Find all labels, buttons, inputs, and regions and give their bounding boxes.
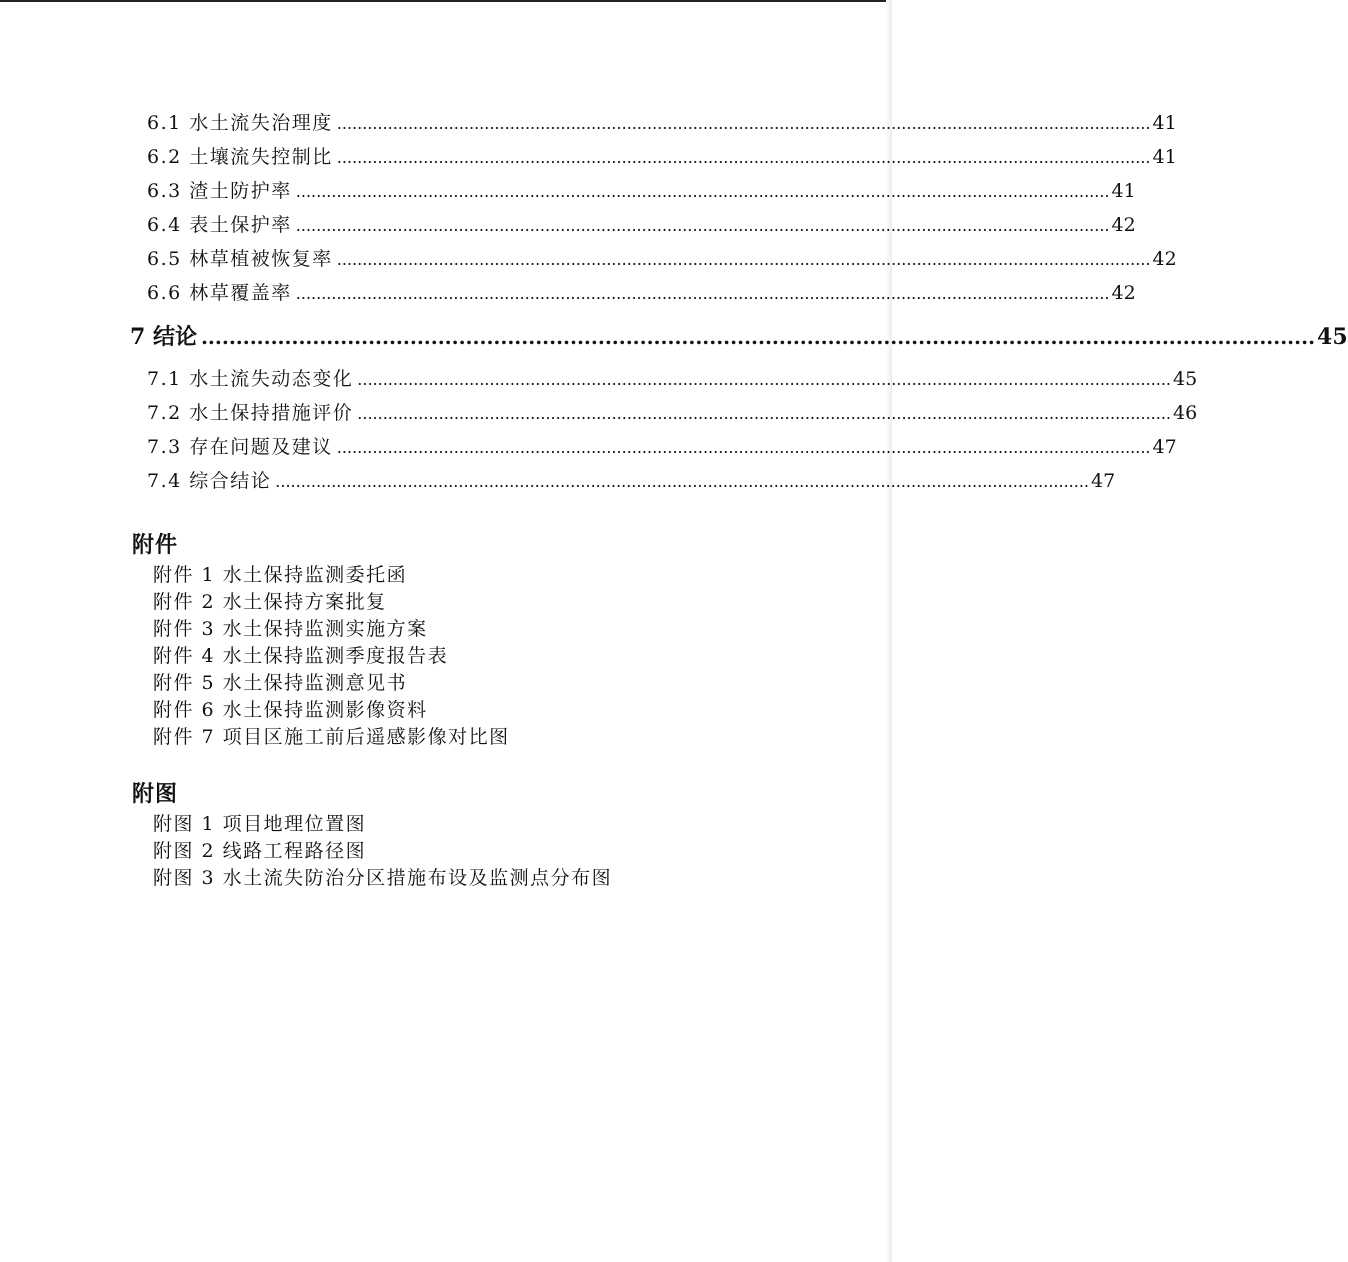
toc-leader-dots: ................................................................................................................................................................ xyxy=(336,114,1151,133)
toc-chapter-title: 7 结论 xyxy=(130,324,197,350)
toc-entry-title: 7.3 存在问题及建议 xyxy=(147,436,333,458)
toc-entry-title: 6.3 渣土防护率 xyxy=(147,180,292,202)
toc-entry-title: 6.5 林草植被恢复率 xyxy=(147,248,333,270)
toc-entry-7-2[interactable] xyxy=(130,396,1198,430)
toc-leader-dots: ................................................................................................................................................................ xyxy=(295,182,1110,201)
attachment-item: 附件 2 水土保持方案批复 xyxy=(153,591,387,613)
toc-leader-dots: ................................................................................................................................................................ xyxy=(275,472,1090,491)
toc-entry-page: 42 xyxy=(1111,214,1136,236)
toc-entry-6-6[interactable] xyxy=(130,276,1136,310)
toc-entry-page: 45 xyxy=(1173,368,1198,390)
figure-item: 附图 2 线路工程路径图 xyxy=(153,840,367,862)
toc-entry-6-5[interactable] xyxy=(130,242,1177,276)
figures-section xyxy=(132,777,612,892)
toc-entry-page: 42 xyxy=(1152,248,1177,270)
toc-entry-page: 42 xyxy=(1111,282,1136,304)
table-of-contents xyxy=(130,106,1348,498)
figures-heading: 附图 xyxy=(132,781,179,807)
attachments-heading: 附件 xyxy=(132,532,179,558)
toc-leader-dots: ................................................................................................................................................................ xyxy=(336,148,1151,167)
toc-leader-dots: ................................................................................................................................................................ xyxy=(295,216,1110,235)
toc-leader-dots: ................................................................................................................................................................ xyxy=(336,250,1151,269)
toc-entry-6-2[interactable] xyxy=(130,140,1177,174)
toc-leader-dots: ................................................................................................................................................................ xyxy=(357,404,1172,423)
toc-entry-title: 6.2 土壤流失控制比 xyxy=(147,146,333,168)
toc-leader-dots: ................................................................................................................................................................ xyxy=(336,438,1151,457)
toc-entry-7-4[interactable] xyxy=(130,464,1116,498)
figure-item: 附图 1 项目地理位置图 xyxy=(153,813,367,835)
toc-entry-title: 7.2 水土保持措施评价 xyxy=(147,402,354,424)
attachment-item: 附件 7 项目区施工前后遥感影像对比图 xyxy=(153,726,510,748)
attachment-item: 附件 1 水土保持监测委托函 xyxy=(153,564,408,586)
toc-entry-title: 6.6 林草覆盖率 xyxy=(147,282,292,304)
attachment-item: 附件 5 水土保持监测意见书 xyxy=(153,672,408,694)
toc-entry-7-1[interactable] xyxy=(130,362,1198,396)
toc-entry-7-3[interactable] xyxy=(130,430,1177,464)
toc-chapter-page: 45 xyxy=(1317,324,1348,350)
toc-entry-title: 7.4 综合结论 xyxy=(147,470,272,492)
toc-leader-dots: ................................................................................................................................................................ xyxy=(200,325,1316,349)
toc-entry-title: 6.1 水土流失治理度 xyxy=(147,112,333,134)
attachment-item: 附件 6 水土保持监测影像资料 xyxy=(153,699,428,721)
toc-entry-page: 41 xyxy=(1111,180,1136,202)
toc-entry-6-3[interactable] xyxy=(130,174,1136,208)
toc-entry-title: 7.1 水土流失动态变化 xyxy=(147,368,354,390)
toc-leader-dots: ................................................................................................................................................................ xyxy=(295,284,1110,303)
toc-entry-6-1[interactable] xyxy=(130,106,1177,140)
attachments-section xyxy=(132,528,510,751)
toc-entry-page: 47 xyxy=(1152,436,1177,458)
toc-leader-dots: ................................................................................................................................................................ xyxy=(357,370,1172,389)
toc-entry-chapter-7[interactable] xyxy=(130,312,1348,362)
toc-entry-page: 41 xyxy=(1152,112,1177,134)
figure-item: 附图 3 水土流失防治分区措施布设及监测点分布图 xyxy=(153,867,613,889)
attachment-item: 附件 3 水土保持监测实施方案 xyxy=(153,618,428,640)
page-top-border xyxy=(0,0,892,2)
toc-entry-title: 6.4 表土保护率 xyxy=(147,214,292,236)
toc-entry-page: 46 xyxy=(1173,402,1198,424)
toc-entry-page: 41 xyxy=(1152,146,1177,168)
toc-entry-page: 47 xyxy=(1091,470,1116,492)
toc-entry-6-4[interactable] xyxy=(130,208,1136,242)
attachment-item: 附件 4 水土保持监测季度报告表 xyxy=(153,645,449,667)
